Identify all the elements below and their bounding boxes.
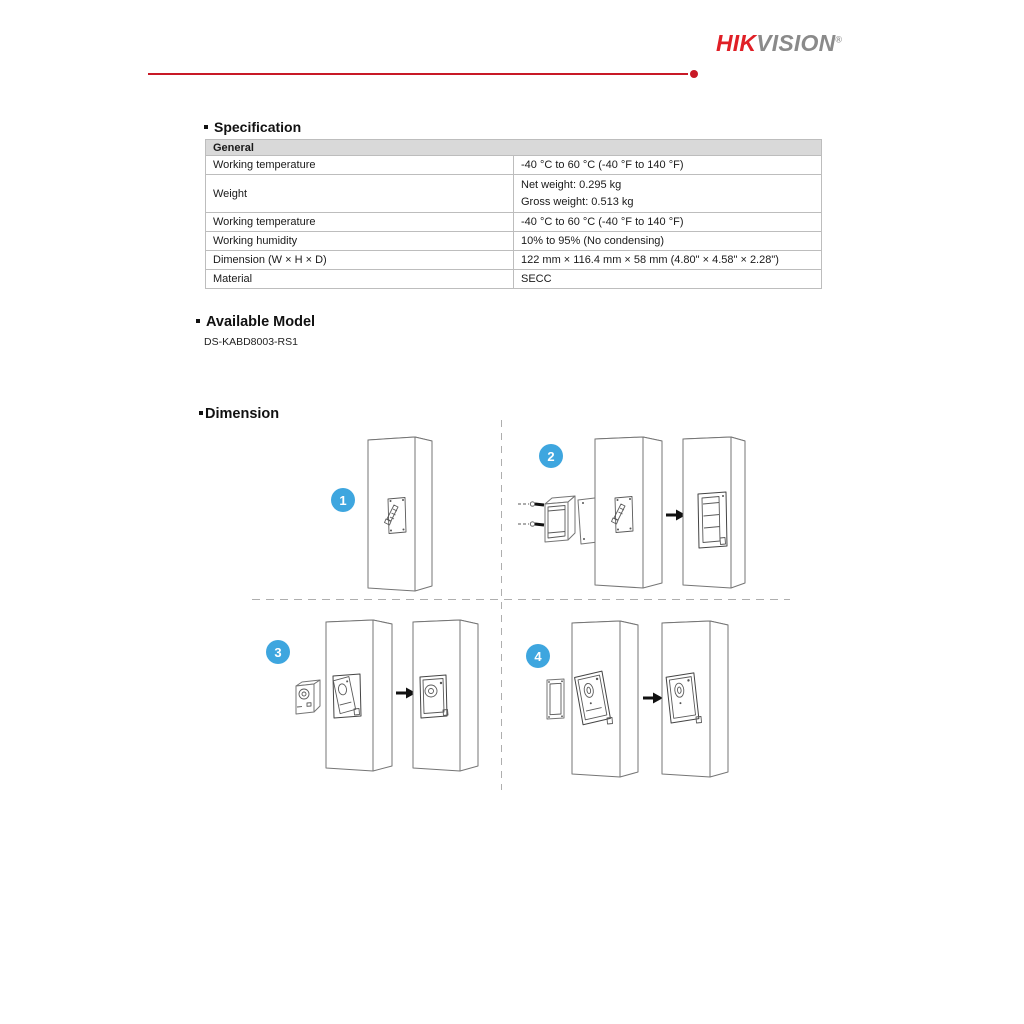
step-4-number: 4 (534, 648, 542, 664)
step-1-drawing (250, 420, 510, 600)
group-header-cell: General (206, 140, 822, 156)
row-value: SECC (514, 270, 822, 289)
step-1-number: 1 (339, 492, 347, 508)
assembled-panel-drawing (662, 621, 728, 777)
table-row (206, 156, 822, 175)
step-4-drawing (510, 600, 790, 800)
row-value-line-2: Gross weight: 0.513 kg (521, 195, 634, 208)
row-value: -40 °C to 60 °C (-40 °F to 140 °F) (514, 156, 822, 175)
row-value: 10% to 95% (No condensing) (514, 232, 822, 251)
screw-icon (518, 522, 544, 526)
table-group-header-row (206, 140, 822, 156)
row-value-line-1: Net weight: 0.295 kg (521, 178, 622, 191)
gang-box-drawing (545, 496, 575, 542)
wall-panel-drawing (368, 437, 432, 591)
square-bullet-icon (204, 125, 208, 129)
table-row (206, 251, 822, 270)
step-2-drawing (510, 420, 790, 600)
row-label: Weight (206, 175, 514, 213)
table-row (206, 232, 822, 251)
available-model-heading (196, 314, 315, 330)
header-red-rule (148, 73, 688, 75)
square-bullet-icon (196, 319, 200, 323)
row-label: Material (206, 270, 514, 289)
trim-frame-drawing (547, 679, 564, 719)
square-bullet-icon (199, 411, 203, 415)
row-label: Dimension (W × H × D) (206, 251, 514, 270)
mounted-device-drawing (666, 673, 699, 723)
specification-title: Specification (214, 119, 302, 135)
row-value: 122 mm × 116.4 mm × 58 mm (4.80" × 4.58" × 2.28") (514, 251, 822, 270)
specification-heading (204, 119, 301, 135)
logo-hik-text: HIK (716, 30, 757, 56)
assembled-panel-drawing (413, 620, 478, 771)
intercom-module-drawing (296, 680, 320, 714)
logo-registered-mark: ® (835, 34, 843, 45)
table-row (206, 213, 822, 232)
logo-vision-text: VISION (756, 30, 836, 56)
row-label: Working humidity (206, 232, 514, 251)
open-device-on-bracket-drawing (333, 674, 361, 718)
available-model-title: Available Model (206, 314, 316, 330)
table-row (206, 175, 822, 213)
specification-table (205, 139, 822, 289)
step-3-number: 3 (274, 644, 282, 660)
dimension-title: Dimension (205, 406, 280, 422)
assembled-panel-drawing (683, 437, 745, 588)
table-row (206, 270, 822, 289)
dimension-diagram (250, 420, 790, 800)
header-red-rule-dot (690, 70, 698, 78)
wall-panel-drawing (326, 620, 392, 771)
arrow-icon (643, 693, 663, 704)
wall-panel-drawing (572, 621, 638, 777)
wall-panel-drawing (595, 437, 662, 588)
row-label: Working temperature (206, 213, 514, 232)
model-number: DS-KABD8003-RS1 (204, 336, 298, 348)
step-3-drawing (250, 600, 510, 800)
row-label: Working temperature (206, 156, 514, 175)
row-value (514, 175, 822, 213)
row-value: -40 °C to 60 °C (-40 °F to 140 °F) (514, 213, 822, 232)
step-2-number: 2 (547, 448, 555, 464)
hikvision-logo (716, 30, 842, 57)
screw-icon (518, 502, 544, 506)
